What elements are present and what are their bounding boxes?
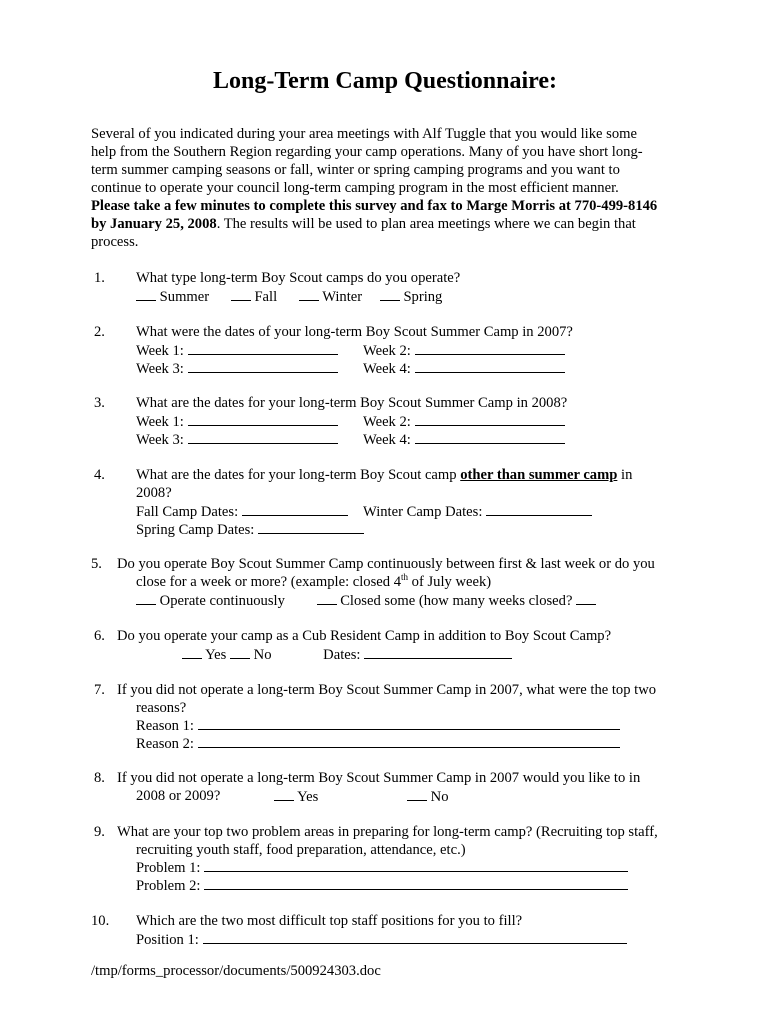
- intro-instruction: Please take a few minutes to complete this survey and fax to Marge Morris at 770-499-8146: [91, 198, 658, 214]
- fall-blank[interactable]: [231, 287, 251, 301]
- fall-label: Fall: [254, 289, 278, 305]
- question-text-part: of July week): [408, 574, 492, 590]
- question-number: 4.: [94, 467, 105, 483]
- problem2-label: Problem 2:: [136, 878, 201, 894]
- week3-field[interactable]: [188, 430, 338, 444]
- intro-line: term summer camping seasons or fall, winter or spring camping programs and you want to: [91, 162, 620, 178]
- week1-label: Week 1:: [136, 414, 184, 430]
- question-text: Which are the two most difficult top staff positions for you to fill?: [136, 913, 523, 929]
- fall-dates-label: Fall Camp Dates:: [136, 504, 239, 520]
- question-text-cont: [136, 573, 491, 591]
- reason1-label: Reason 1:: [136, 718, 194, 734]
- week4-row: [363, 430, 565, 449]
- question-number: 3.: [94, 395, 105, 411]
- week2-field[interactable]: [415, 412, 565, 426]
- q1-options: [136, 287, 442, 306]
- q8-no-option: [407, 787, 449, 806]
- spring-blank[interactable]: [380, 287, 400, 301]
- winter-label: Winter: [322, 289, 363, 305]
- intro-line: continue to operate your council long-term camping program in the most efficient manner.: [91, 180, 619, 196]
- week2-label: Week 2:: [363, 343, 411, 359]
- question-text: If you did not operate a long-term Boy Scout Summer Camp in 2007 would you like to in: [117, 770, 641, 786]
- weeks-closed-field[interactable]: [576, 591, 596, 605]
- question-text: What are the dates for your long-term Boy Scout Summer Camp in 2008?: [136, 395, 568, 411]
- spring-dates-field[interactable]: [258, 520, 364, 534]
- week4-field[interactable]: [415, 359, 565, 373]
- no-label: No: [253, 647, 272, 663]
- question-text: Do you operate Boy Scout Summer Camp continuously between first & last week or do you: [117, 556, 655, 572]
- reason2-label: Reason 2:: [136, 736, 194, 752]
- yes-blank[interactable]: [274, 787, 294, 801]
- q8-yes-option: [274, 787, 318, 806]
- question-number: 2.: [94, 324, 105, 340]
- question-number: 7.: [94, 682, 105, 698]
- cub-camp-dates-field[interactable]: [364, 645, 512, 659]
- week1-field[interactable]: [188, 412, 338, 426]
- intro-line-rest: . The results will be used to plan area meetings where we can begin that: [216, 216, 636, 232]
- operate-continuously-label: Operate continuously: [159, 593, 285, 609]
- question-text-cont: recruiting youth staff, food preparation, attendance, etc.): [136, 842, 466, 858]
- question-text: What are your top two problem areas in preparing for long-term camp? (Recruiting top staff,: [117, 824, 658, 840]
- problem1-label: Problem 1:: [136, 860, 201, 876]
- spring-dates-row: [136, 520, 364, 539]
- yes-label: Yes: [205, 647, 227, 663]
- winter-dates-field[interactable]: [486, 502, 592, 516]
- week3-field[interactable]: [188, 359, 338, 373]
- winter-blank[interactable]: [299, 287, 319, 301]
- week1-field[interactable]: [188, 341, 338, 355]
- summer-blank[interactable]: [136, 287, 156, 301]
- emphasis-text: other than summer camp: [460, 467, 618, 483]
- reason1-row: [136, 716, 620, 735]
- problem2-row: [136, 876, 628, 895]
- intro-deadline: by January 25, 2008: [91, 216, 217, 232]
- question-number: 1.: [94, 270, 105, 286]
- yes-label: Yes: [297, 789, 319, 805]
- question-text: [136, 466, 632, 484]
- question-text: Do you operate your camp as a Cub Resident Camp in addition to Boy Scout Camp?: [117, 628, 612, 644]
- question-text: What type long-term Boy Scout camps do you operate?: [136, 270, 461, 286]
- page-title: Long-Term Camp Questionnaire:: [212, 68, 557, 94]
- question-text-cont: reasons?: [136, 700, 187, 716]
- q6-options: [182, 645, 512, 664]
- week1-row: [136, 412, 338, 431]
- question-text: What were the dates of your long-term Boy Scout Summer Camp in 2007?: [136, 324, 573, 340]
- no-blank[interactable]: [230, 645, 250, 659]
- intro-paragraph: [91, 125, 691, 251]
- intro-line: Several of you indicated during your area meetings with Alf Tuggle that you would like some: [91, 126, 637, 142]
- yes-blank[interactable]: [182, 645, 202, 659]
- problem1-row: [136, 858, 628, 877]
- week4-label: Week 4:: [363, 361, 411, 377]
- reason2-field[interactable]: [198, 734, 620, 748]
- problem1-field[interactable]: [204, 858, 628, 872]
- week2-row: [363, 412, 565, 431]
- reason2-row: [136, 734, 620, 753]
- intro-line: help from the Southern Region regarding your camp operations. Many of you have short long-: [91, 144, 643, 160]
- no-blank[interactable]: [407, 787, 427, 801]
- week3-row: [136, 430, 338, 449]
- intro-line: process.: [91, 234, 139, 250]
- fall-dates-field[interactable]: [242, 502, 348, 516]
- intro-line: [91, 215, 691, 233]
- question-text-part: close for a week or more? (example: closed 4: [136, 574, 402, 590]
- summer-label: Summer: [159, 289, 210, 305]
- no-label: No: [430, 789, 449, 805]
- week3-label: Week 3:: [136, 432, 184, 448]
- reason1-field[interactable]: [198, 716, 620, 730]
- document-path-footer: /tmp/forms_processor/documents/500924303.doc: [91, 963, 381, 979]
- question-number: 9.: [94, 824, 105, 840]
- week2-row: [363, 341, 565, 360]
- week4-label: Week 4:: [363, 432, 411, 448]
- question-text-cont: 2008?: [136, 485, 172, 501]
- operate-continuously-blank[interactable]: [136, 591, 156, 605]
- week2-label: Week 2:: [363, 414, 411, 430]
- question-text: If you did not operate a long-term Boy Scout Summer Camp in 2007, what were the top two: [117, 682, 657, 698]
- week3-row: [136, 359, 338, 378]
- problem2-field[interactable]: [204, 876, 628, 890]
- question-text-cont: 2008 or 2009?: [136, 788, 221, 804]
- position1-field[interactable]: [203, 930, 627, 944]
- spring-label: Spring: [403, 289, 443, 305]
- question-number: 10.: [91, 913, 110, 929]
- dates-label: Dates:: [323, 647, 361, 663]
- question-text-part: in: [617, 467, 633, 483]
- question-text-part: What are the dates for your long-term Boy Scout camp: [136, 467, 461, 483]
- week1-row: [136, 341, 338, 360]
- q5-options: [136, 591, 596, 610]
- winter-dates-label: Winter Camp Dates:: [363, 504, 483, 520]
- closed-some-blank[interactable]: [317, 591, 337, 605]
- question-number: 5.: [91, 556, 102, 572]
- closed-some-label: Closed some (how many weeks closed?: [340, 593, 573, 609]
- spring-dates-label: Spring Camp Dates:: [136, 522, 255, 538]
- position1-row: [136, 930, 627, 949]
- question-number: 6.: [94, 628, 105, 644]
- position1-label: Position 1:: [136, 932, 199, 948]
- question-number: 8.: [94, 770, 105, 786]
- week4-field[interactable]: [415, 430, 565, 444]
- week2-field[interactable]: [415, 341, 565, 355]
- week4-row: [363, 359, 565, 378]
- week3-label: Week 3:: [136, 361, 184, 377]
- week1-label: Week 1:: [136, 343, 184, 359]
- fall-dates-row: [136, 502, 348, 521]
- superscript: th: [401, 572, 409, 583]
- winter-dates-row: [363, 502, 592, 521]
